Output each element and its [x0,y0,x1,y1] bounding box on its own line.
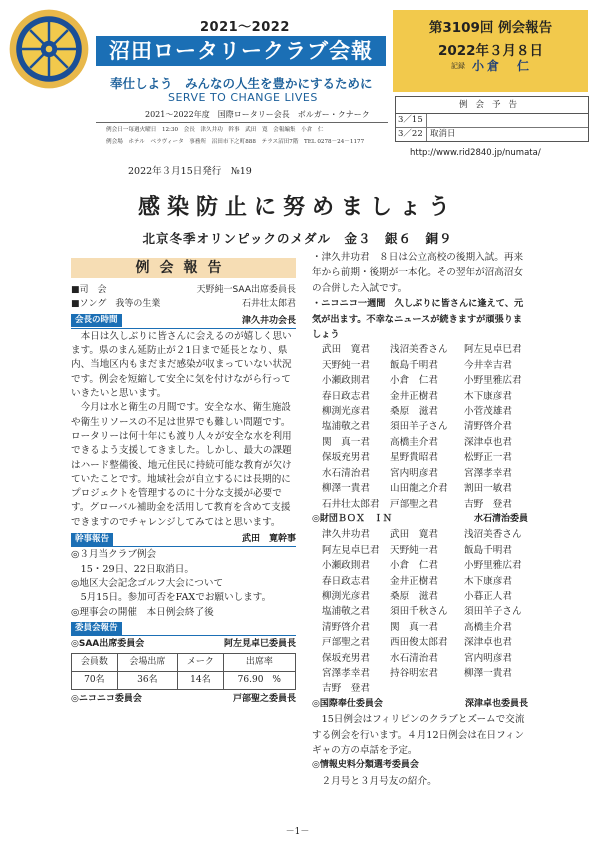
schedule-date: 3／15 [398,114,427,127]
intl-service-chair: 深津卓也委員長 [464,698,528,709]
club-name-banner: 沼田ロータリークラブ会報 [96,36,386,66]
member-name: 津久井功君 [322,529,370,541]
table-row [72,654,296,672]
history-committee-row [312,758,528,773]
president-header [71,314,296,329]
foundation-box-label: ◎財団ＢＯＸ ＩＮ [312,513,392,524]
member-name: 高橋圭介君 [464,621,512,633]
history-committee-text: ２月号と３月号友の紹介。 [321,775,437,787]
secretary-line: 15・29日、22日取消日。 [71,563,194,575]
song-label: ■ソング 我等の生業 [71,299,161,310]
member-name: 関 真一君 [390,621,438,633]
member-name: 小瀬政則君 [322,375,370,387]
secretary-tag: 幹事報告 [71,533,113,546]
tsukui-comment: ・津久井功君 ８日は公立高校の後期入試。再来年から前期・後期が一本化。その翌年が沼高沼女の合併した入試です。 [312,252,524,294]
member-name: 桑原 滋君 [390,406,438,418]
secretary-name: 武田 寛幹事 [241,534,296,545]
member-name: 清野啓介君 [464,421,512,433]
member-name: 関 真一君 [322,436,370,448]
member-name: 今井幸吉君 [464,359,512,371]
schedule-title: 例会予告 [396,97,588,114]
niko-name-list [322,342,528,511]
committee-header [71,622,296,636]
rotary-logo [8,8,90,90]
club-info-line-2: 例会場 ホテル ベラヴィータ 事務所 沼田市下之町888 テラス沼田7階 TEL 0278－24－1177 [106,139,365,145]
member-name: 春日政志君 [322,575,370,587]
fiscal-years: 2021～2022 [200,20,290,35]
president-name: 津久井功会長 [241,315,296,326]
member-name: 須田千秋さん [390,606,448,618]
member-name: 浅沼美香さん [464,529,522,541]
page-number: －1－ [285,827,310,837]
song-value: 石井壮太郎君 [241,299,296,310]
left-column [71,258,296,706]
member-name: 高橋圭介君 [390,436,438,448]
intl-service-text: 15日例会はフィリピンのクラブとズームで交流する例会を行います。４月12日例会は在日フィンギャの方の卓話を予定。 [312,714,525,756]
member-name: 桑原 滋君 [390,590,438,602]
member-name: 小瀬政則君 [322,560,370,572]
schedule-text: 取消日 [430,129,456,139]
member-name: 持谷明宏君 [390,667,438,679]
member-name: 天野純一君 [390,544,438,556]
member-name: 塩浦敬之君 [322,606,370,618]
member-name: 飯島千明君 [464,544,512,556]
subheadline: 北京冬季オリンピックのメダル 金３ 銀６ 銅９ [142,231,453,246]
saa-chair: 阿左見卓巳委員長 [223,638,296,649]
member-name: 宮澤孝幸君 [464,467,512,479]
mc-value: 天野純一SAA出席委員長 [196,285,296,295]
member-name: 柳渕光彦君 [322,406,370,418]
member-name: 石井壮太郎君 [322,498,380,510]
member-name: 割田一敏君 [464,483,512,495]
schedule-row [396,114,588,128]
publication-date: 2022年３月15日発行 №19 [128,166,252,177]
member-name: 山田龍之介君 [390,483,448,495]
president-paragraph-2: 今月は水と衛生の月間です。安全な水、衛生施設や衛生リソースの不足は世界でも難しい問題です。ロータリーは何十年にも渡り人々が安全な水を利用できるよう支援してきました。しかし、最大の課題はハード整備後、地元住民に持続可能な教育が欠けていたことです。地域社会が自立するには長期的にプロジェクトを管理するのに十分な支援が必要です。グローバル補助金を活用して教育を含めて支援できますのでチャレンジしてみてはと思います。 [71,402,292,528]
member-name: 小倉 仁君 [390,375,438,387]
attendance-table [71,653,296,690]
member-name: 清野啓介君 [322,621,370,633]
table-row [72,672,296,690]
saa-label: ◎SAA出席委員会 [71,638,145,649]
member-name: 宮澤孝幸君 [322,667,370,679]
intl-service-label: ◎国際奉仕委員会 [312,698,383,709]
meeting-schedule [395,96,589,142]
foundation-box-row [312,512,528,527]
schedule-date: 3／22 [398,128,427,141]
table-cell: 14名 [178,672,224,690]
foundation-box-chair: 水石清治委員 [473,513,528,524]
recorder-name: 小倉 仁 [472,59,533,73]
secretary-header [71,532,296,547]
divider [96,122,388,123]
member-name: 天野純一君 [322,359,370,371]
schedule-text [427,115,430,125]
motto: 奉仕しよう みんなの人生を豊かにするために [110,76,373,91]
table-header: メーク [178,654,224,672]
intl-service-row [312,697,528,712]
right-column [312,250,528,789]
member-name: 木下康彦君 [464,575,512,587]
member-name: 春日政志君 [322,390,370,402]
secretary-line: 5月15日。参加可否をFAXでお願いします。 [71,592,272,604]
member-name: 宮内明彦君 [390,467,438,479]
member-name: 小暮正人君 [464,590,512,602]
member-name: 塩浦敬之君 [322,421,370,433]
secretary-line: ◎３月当クラブ例会 [71,549,157,561]
secretary-line: ◎地区大会記念ゴルフ大会について [71,577,224,589]
niko-label: ◎ニコニコ委員会 [71,694,142,705]
secretary-line: ◎理事会の開催 本日例会終了後 [71,606,214,618]
table-cell: 36名 [117,672,177,690]
table-cell: 76.90 % [223,672,295,690]
table-header: 会場出席 [117,654,177,672]
member-name: 保坂充男君 [322,452,370,464]
member-name: 小倉 仁君 [390,560,438,572]
member-name: 吉野 登君 [322,683,370,695]
issue-number: 第3109回 例会報告 [428,20,553,36]
member-name: 柳澤一貴君 [464,667,512,679]
club-url-link[interactable]: http://www.rid2840.jp/numata/ [410,148,541,158]
club-info-line-1: 例会日一毎週火曜日 12:30 会長 津久井功 幹事 武田 寛 会報編集 小倉 仁 [106,127,324,133]
member-name: 須田羊子さん [390,421,448,433]
motto-english: SERVE TO CHANGE LIVES [168,91,318,104]
member-name: 須田羊子さん [464,606,522,618]
member-name: 松野正一君 [464,452,512,464]
section-band-meeting-report: 例会報告 [71,258,296,278]
member-name: 武田 寛君 [322,344,370,356]
committee-tag: 委員会報告 [71,622,122,635]
member-name: 武田 寛君 [390,529,438,541]
niko-chair: 戸部聖之委員長 [232,694,296,705]
table-header: 会員数 [72,654,118,672]
mc-label: ■司 会 [71,285,107,295]
issue-date: 2022年３月８日 [437,43,544,59]
niko-week-comment: ・ニコニコ一週間 久しぶりに皆さんに逢えて、元気が出ます。不幸なニュースが続きますが頑張りましょう [312,298,524,341]
recorder-label: 記録 [451,62,465,70]
member-name: 木下康彦君 [464,390,512,402]
member-name: 阿左見卓巳君 [464,344,522,356]
member-name: 水石清治君 [322,467,370,479]
member-name: 小菅茂雄君 [464,406,512,418]
song-row [71,297,296,311]
member-name: 浅沼美香さん [390,344,448,356]
member-name: 宮内明彦君 [464,652,512,664]
member-name: 柳澤一貴君 [322,483,370,495]
member-name: 飯島千明君 [390,359,438,371]
ri-president-line: 2021～2022年度 国際ロータリー会長 ボルガー・クナーク [145,110,370,119]
schedule-row [396,128,588,141]
member-name: 西田俊太郎君 [390,637,448,649]
member-name: 戸部聖之君 [390,498,438,510]
member-name: 金井正樹君 [390,575,438,587]
headline: 感染防止に努めましょう [137,194,457,220]
foundation-name-list [322,527,528,696]
member-name: 金井正樹君 [390,390,438,402]
member-name: 保坂充男君 [322,652,370,664]
niko-row [71,692,296,706]
table-cell: 70名 [72,672,118,690]
member-name: 水石清治君 [390,652,438,664]
member-name: 柳渕光彦君 [322,590,370,602]
member-name: 吉野 登君 [464,498,512,510]
member-name: 阿左見卓巳君 [322,544,380,556]
president-paragraph-1: 本日は久しぶりに皆さんに会えるのが嬉しく思います。県のまん延防止が２1日まで延長となり、県内、当地区内もまだまだ感染が収まっていない状況です。例会を短縮して安全に気を付けながら行っていきたいと思います。 [71,330,292,400]
member-name: 小野里雅広君 [464,375,522,387]
member-name: 小野里雅広君 [464,560,522,572]
president-tag: 会長の時間 [71,314,122,327]
history-committee-label: ◎情報史料分類選考委員会 [312,760,419,771]
mc-row [71,283,296,297]
member-name: 深津卓也君 [464,637,512,649]
member-name: 星野貴昭君 [390,452,438,464]
member-name: 戸部聖之君 [322,637,370,649]
saa-row [71,637,296,651]
table-header: 出席率 [223,654,295,672]
member-name: 深津卓也君 [464,436,512,448]
